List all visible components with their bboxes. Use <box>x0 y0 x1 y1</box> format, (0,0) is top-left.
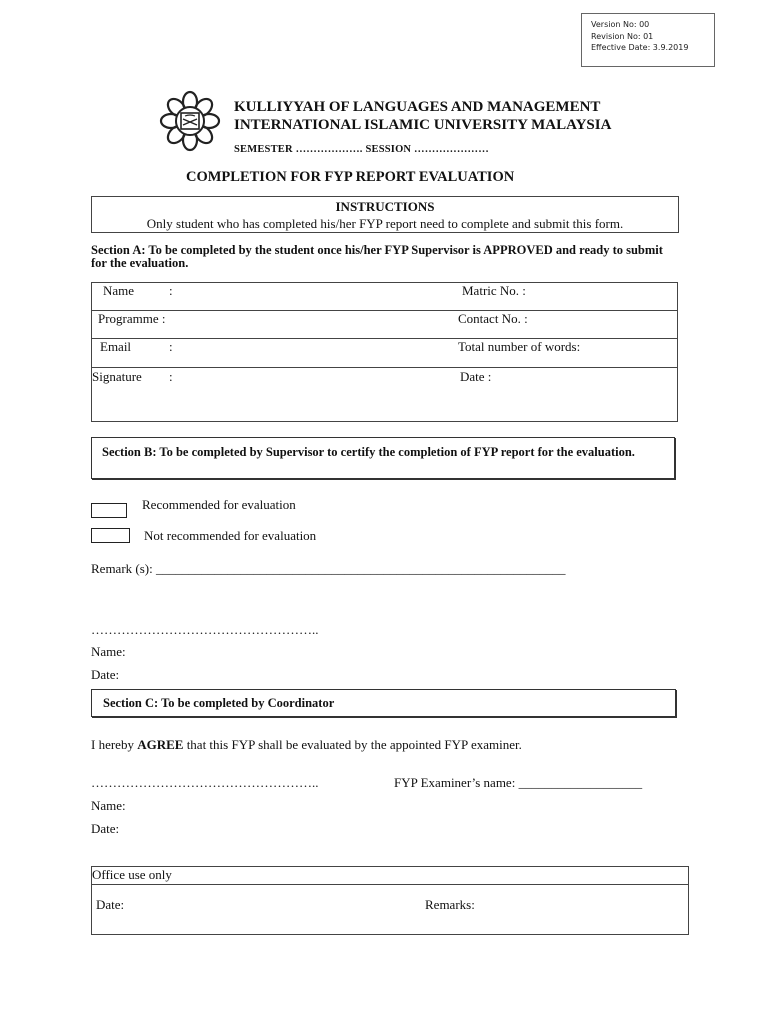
agreement-statement <box>91 737 522 753</box>
section-c-heading: Section C: To be completed by Coordinator <box>103 696 335 710</box>
instructions-text: Only student who has completed his/her FYP report need to complete and submit this form. <box>146 216 624 231</box>
signature-label: Signature <box>92 369 142 384</box>
agreement-prefix: I hereby <box>91 737 138 752</box>
section-a-heading: Section A: To be completed by the student once his/her FYP Supervisor is APPROVED and ready to submit for the evaluation. <box>91 243 663 270</box>
remark-line: Remark (s): _______________________________________________________________ <box>91 561 566 576</box>
office-use-box <box>91 866 689 935</box>
instructions-box <box>91 196 679 233</box>
signature-colon: : <box>169 369 173 384</box>
office-date-label: Date: <box>96 897 125 912</box>
supervisor-date-label: Date: <box>91 667 120 682</box>
office-use-heading: Office use only <box>92 867 172 882</box>
email-label: Email <box>100 339 132 354</box>
row-divider <box>92 367 677 368</box>
supervisor-signature-line: …………………………………………….. <box>91 622 319 637</box>
total-words-label: Total number of words: <box>458 339 581 354</box>
student-details-table <box>91 282 678 422</box>
agreement-suffix: that this FYP shall be evaluated by the appointed FYP examiner. <box>183 737 522 752</box>
supervisor-name-label: Name: <box>91 644 126 659</box>
section-b-box <box>91 437 675 479</box>
office-divider <box>92 884 688 885</box>
office-remarks-label: Remarks: <box>425 897 475 912</box>
not-recommended-label: Not recommended for evaluation <box>144 528 317 543</box>
semester-session-line: SEMESTER ………………. SESSION ………………… <box>234 144 489 155</box>
agree-keyword: AGREE <box>137 737 184 752</box>
coordinator-signature-line: …………………………………………….. <box>91 775 319 790</box>
examiner-name-label: FYP Examiner’s name: ___________________ <box>394 775 643 790</box>
row-divider <box>92 338 677 339</box>
date-label: Date : <box>460 369 492 384</box>
matric-label: Matric No. : <box>462 283 526 298</box>
not-recommended-checkbox[interactable] <box>91 528 130 543</box>
section-c-box <box>91 689 676 717</box>
instructions-heading: INSTRUCTIONS <box>335 199 435 214</box>
email-colon: : <box>169 339 173 354</box>
form-title: COMPLETION FOR FYP REPORT EVALUATION <box>186 169 515 185</box>
effective-date: Effective Date: 3.9.2019 <box>591 43 689 52</box>
recommended-checkbox[interactable] <box>91 503 127 518</box>
section-b-heading: Section B: To be completed by Supervisor to certify the completion of FYP report for the evaluation. <box>102 445 635 459</box>
institution-name-line2: INTERNATIONAL ISLAMIC UNIVERSITY MALAYSIA <box>234 117 612 133</box>
iium-emblem-icon <box>156 89 224 153</box>
recommended-label: Recommended for evaluation <box>142 497 296 512</box>
institution-name-line1: KULLIYYAH OF LANGUAGES AND MANAGEMENT <box>234 99 601 115</box>
contact-label: Contact No. : <box>458 311 528 326</box>
name-colon: : <box>169 283 173 298</box>
revision-number: Revision No: 01 <box>591 31 654 41</box>
programme-label: Programme : <box>98 311 166 326</box>
version-number: Version No: 00 <box>591 20 650 29</box>
name-label: Name <box>103 283 135 298</box>
row-divider <box>92 310 677 311</box>
coordinator-name-label: Name: <box>91 798 126 813</box>
coordinator-date-label: Date: <box>91 821 120 836</box>
version-info-box <box>581 13 715 67</box>
